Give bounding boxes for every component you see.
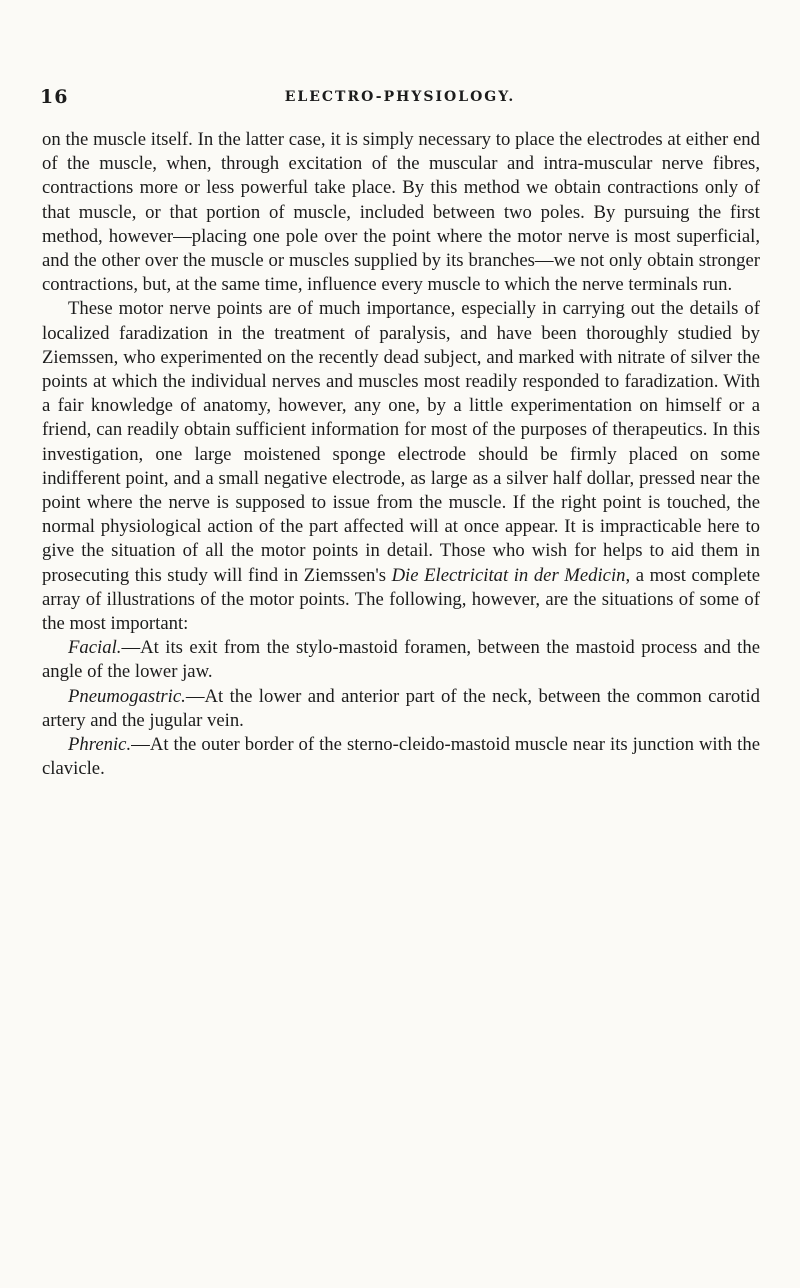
page-number: 16 (40, 86, 69, 108)
nerve-point-term: Pneumogastric. (68, 685, 186, 707)
nerve-point-description: —At the lower and anterior part of the neck, between the common carotid artery and the jugular vein. (42, 685, 760, 731)
nerve-point-phrenic (42, 733, 760, 781)
nerve-point-description: —At the outer border of the sterno-cleido-mastoid muscle near its junction with the clavicle. (42, 734, 760, 780)
nerve-point-term: Facial. (68, 637, 122, 659)
nerve-point-term: Phrenic. (68, 734, 132, 756)
nerve-point-facial (42, 636, 760, 684)
paragraph-continuation: on the muscle itself. In the latter case, it is simply necessary to place the electrodes at either end of the muscle, when, through excitation of the muscular and intra-muscular nerve fibres, contractions more or less powerful take place. By this method we obtain contractions only of that muscle, or that portion of muscle, included between two poles. By pursuing the first method, however—placing one pole over the point where the motor nerve is most superficial, and the other over the muscle or muscles supplied by its branches—we not only obtain stronger contractions, but, at the same time, influence every muscle to which the nerve terminals run. (42, 129, 760, 296)
body-text (42, 128, 760, 781)
paragraph-motor-points (42, 297, 760, 636)
nerve-point-description: —At its exit from the stylo-mastoid foramen, between the mastoid process and the angle of the lower jaw. (42, 637, 760, 683)
book-title: Die Electricitat in der Medicin (391, 564, 626, 586)
paragraph-text-after: , a most complete array of illustrations of the motor points. The following, however, are the situations of some of the most important: (42, 564, 760, 635)
nerve-point-pneumogastric (42, 685, 760, 733)
running-head: ELECTRO-PHYSIOLOGY. (284, 89, 516, 105)
page-header (40, 86, 760, 116)
paragraph-text-before: These motor nerve points are of much importance, especially in carrying out the details of localized faradization in the treatment of paralysis, and have been thoroughly studied by Ziemssen, who experimented on the recently dead subject, and marked with nitrate of silver the points at which the individual nerves and muscles most readily responded to faradization. With a fair knowledge of anatomy, however, any one, by a little experimentation on himself or a friend, can readily obtain sufficient information for most of the purposes of therapeutics. In this investigation, one large moistened sponge electrode should be firmly placed on some indifferent point, and a small negative electrode, as large as a silver half dollar, pressed near the point where the nerve is supposed to issue from the muscle. If the right point is touched, the normal physiological action of the part affected will at once appear. It is impracticable here to give the situation of all the motor points in detail. Those who wish for helps to aid them in prosecuting this study will find in Ziemssen's (42, 298, 760, 586)
